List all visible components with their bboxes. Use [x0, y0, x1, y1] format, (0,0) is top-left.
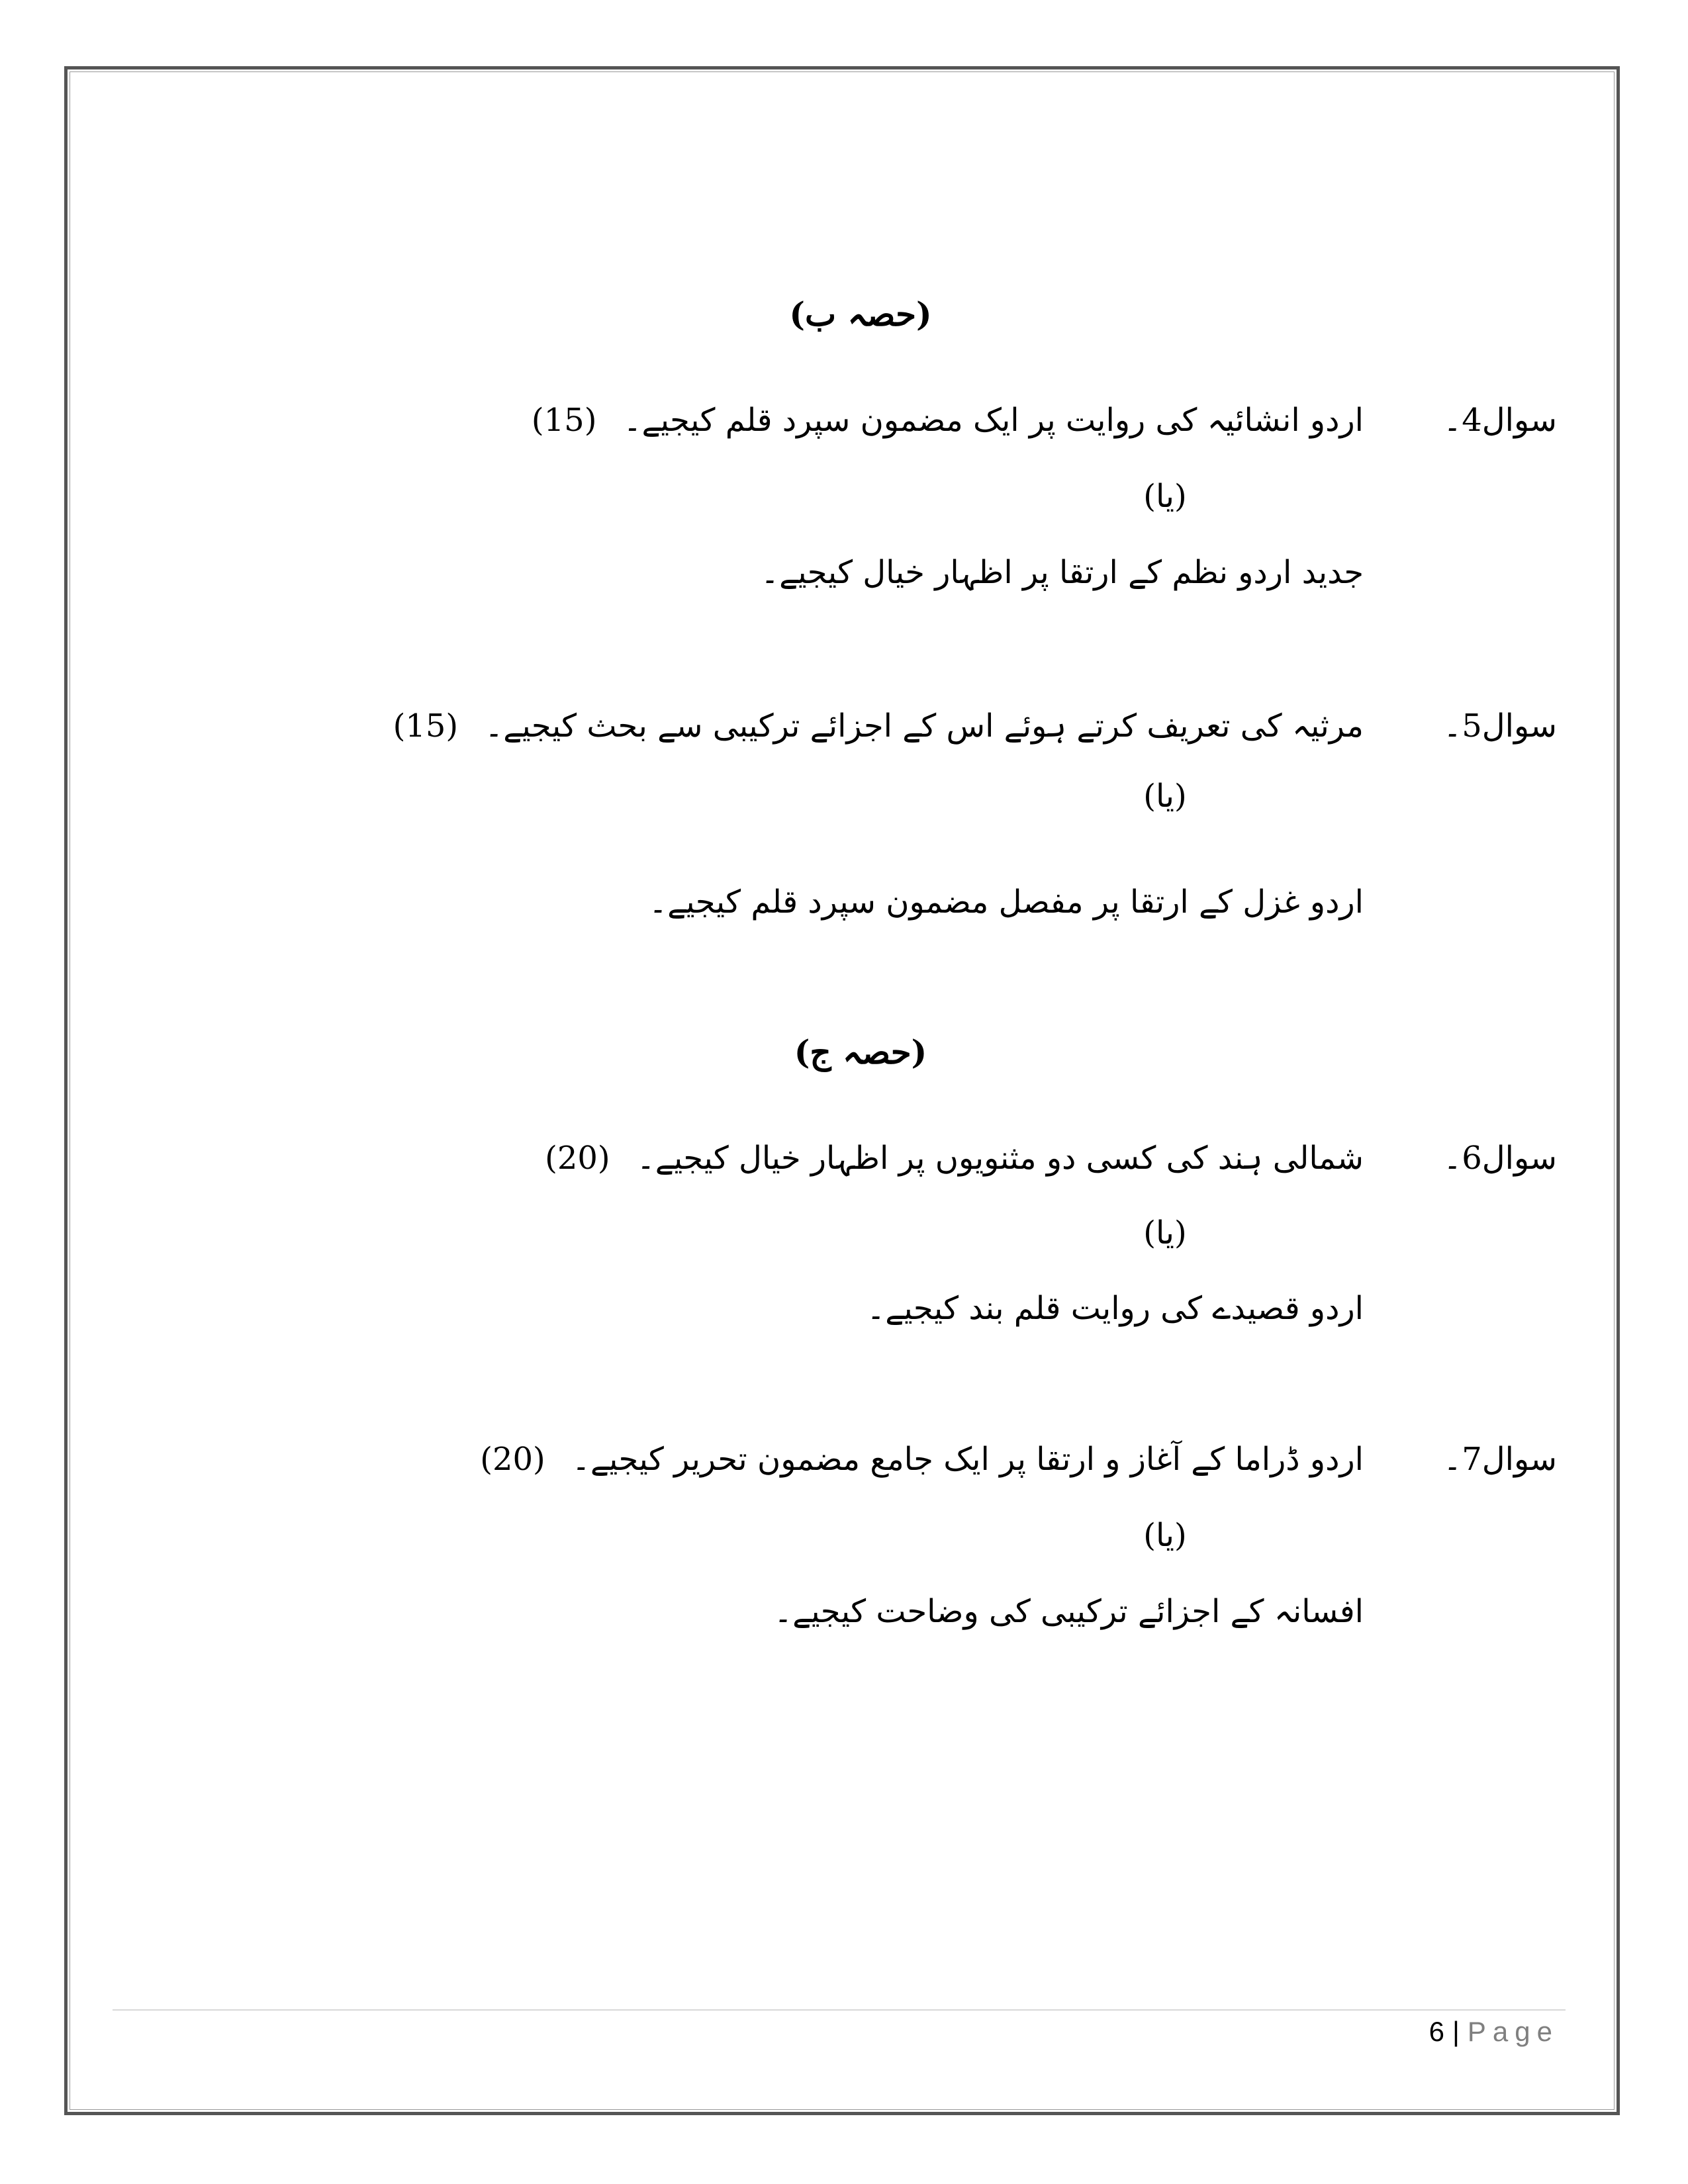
question-7-prompt: اردو ڈراما کے آغاز و ارتقا پر ایک جامع مضمون تحریر کیجیے۔ [571, 1441, 1364, 1478]
question-5-or: (یا) [1143, 778, 1187, 815]
question-7-text [338, 1436, 1364, 1482]
question-4-marks: (15) [531, 402, 597, 439]
question-4-alternate: جدید اردو نظم کے ارتقا پر اظہار خیال کیجیے۔ [760, 554, 1364, 591]
question-6-alternate: اردو قصیدے کی روایت قلم بند کیجیے۔ [867, 1290, 1364, 1327]
page-label: Page [1467, 2016, 1559, 2047]
section-heading-b: (حصہ ب) [789, 295, 932, 334]
question-5-alternate: اردو غزل کے ارتقا پر مفصل مضمون سپرد قلم کیجیے۔ [649, 884, 1364, 921]
question-7-or: (یا) [1143, 1517, 1187, 1554]
question-5-prompt: مرثیہ کی تعریف کرتے ہوئے اس کے اجزائے ترکیبی سے بحث کیجیے۔ [485, 707, 1364, 745]
page-footer [1429, 2012, 1559, 2052]
footer-separator: | [1452, 2016, 1460, 2047]
question-7-alternate: افسانہ کے اجزائے ترکیبی کی وضاحت کیجیے۔ [774, 1593, 1364, 1630]
question-4-prompt: اردو انشائیہ کی روایت پر ایک مضمون سپرد قلم کیجیے۔ [623, 402, 1364, 439]
question-6-or: (یا) [1143, 1214, 1187, 1251]
question-6-text [338, 1135, 1364, 1181]
section-heading-c: (حصہ ج) [794, 1032, 927, 1071]
question-4-text [338, 397, 1364, 443]
question-7-marks: (20) [480, 1441, 545, 1478]
page-border-inner [70, 71, 1615, 2110]
question-4-label: سوال4۔ [1443, 402, 1557, 439]
question-6-label: سوال6۔ [1443, 1140, 1557, 1177]
question-5-marks: (15) [393, 707, 459, 745]
footer-rule [113, 2009, 1566, 2011]
page-number: 6 [1429, 2016, 1444, 2047]
question-7-label: سوال7۔ [1443, 1441, 1557, 1478]
question-5-label: سوال5۔ [1443, 707, 1557, 745]
question-5-text [338, 703, 1364, 749]
question-6-marks: (20) [545, 1140, 610, 1177]
question-4-or: (یا) [1143, 478, 1187, 515]
question-6-prompt: شمالی ہند کی کسی دو مثنویوں پر اظہار خیال کیجیے۔ [636, 1140, 1364, 1177]
